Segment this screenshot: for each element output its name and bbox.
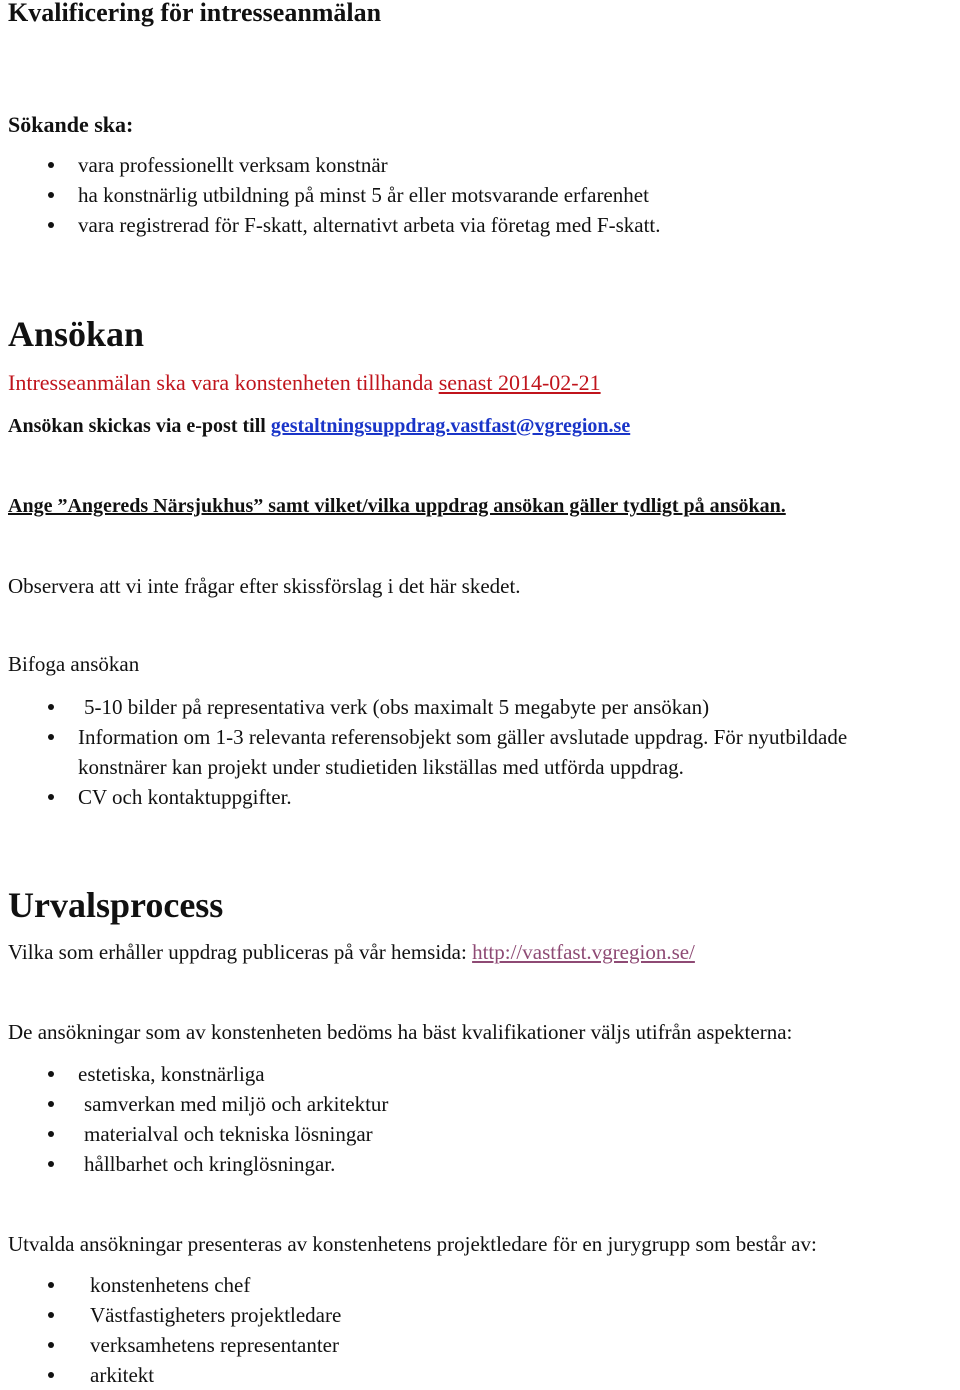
list-item: verksamhetens representanter — [0, 1330, 341, 1360]
jury-list — [0, 1270, 341, 1390]
application-note: Ange ”Angereds Närsjukhus” samt vilket/vilka uppdrag ansökan gäller tydligt på ansökan. — [8, 495, 786, 517]
list-item: CV och kontaktuppgifter. — [0, 782, 847, 812]
website-link[interactable]: http://vastfast.vgregion.se/ — [472, 940, 695, 964]
sokande-heading: Sökande ska: — [8, 112, 134, 137]
bullet-icon — [48, 1101, 54, 1107]
list-item: materialval och tekniska lösningar — [0, 1119, 388, 1149]
sokande-list — [0, 150, 661, 240]
bullet-icon — [48, 222, 54, 228]
deadline-line — [8, 370, 601, 396]
email-link[interactable]: gestaltningsuppdrag.vastfast@vgregion.se — [270, 415, 631, 437]
jury-intro: Utvalda ansökningar presenteras av konstenhetens projektledare för en jurygrupp som består av: — [8, 1232, 817, 1256]
bullet-icon — [48, 704, 54, 710]
bullet-icon — [48, 1071, 54, 1077]
criteria-list — [0, 1059, 388, 1179]
deadline-link[interactable]: senast 2014-02-21 — [438, 370, 601, 395]
list-item: arkitekt — [0, 1360, 341, 1390]
list-item: estetiska, konstnärliga — [0, 1059, 388, 1089]
email-text: Ansökan skickas via e-post till — [8, 415, 271, 437]
bullet-icon — [48, 192, 54, 198]
observe-note: Observera att vi inte frågar efter skissförslag i det här skedet. — [8, 574, 521, 598]
list-item: konstenhetens chef — [0, 1270, 341, 1300]
page-title: Kvalificering för intresseanmälan — [8, 0, 382, 27]
bullet-icon — [48, 1131, 54, 1137]
list-item: ha konstnärlig utbildning på minst 5 år eller motsvarande erfarenhet — [0, 180, 661, 210]
bullet-icon — [48, 734, 54, 740]
bullet-icon — [48, 162, 54, 168]
list-item: samverkan med miljö och arkitektur — [0, 1089, 388, 1119]
list-item: Information om 1-3 relevanta referensobjekt som gäller avslutade uppdrag. För nyutbildade konstnärer kan projekt under studietiden likställas med utförda uppdrag. — [0, 722, 847, 782]
list-item: vara professionellt verksam konstnär — [0, 150, 661, 180]
bullet-icon — [48, 794, 54, 800]
publish-text: Vilka som erhåller uppdrag publiceras på vår hemsida: — [8, 940, 473, 964]
bullet-icon — [48, 1372, 54, 1378]
bullet-icon — [48, 1161, 54, 1167]
deadline-text: Intresseanmälan ska vara konstenheten tillhanda — [8, 370, 439, 395]
attach-list — [0, 692, 847, 812]
criteria-intro: De ansökningar som av konstenheten bedöms ha bäst kvalifikationer väljs utifrån aspekterna: — [8, 1020, 793, 1044]
attach-heading: Bifoga ansökan — [8, 652, 140, 676]
list-item: 5-10 bilder på representativa verk (obs maximalt 5 megabyte per ansökan) — [0, 692, 847, 722]
ansokan-heading: Ansökan — [8, 314, 145, 354]
email-line — [8, 415, 630, 438]
publish-line — [8, 940, 695, 965]
list-item: Västfastigheters projektledare — [0, 1300, 341, 1330]
list-item: hållbarhet och kringlösningar. — [0, 1149, 388, 1179]
bullet-icon — [48, 1312, 54, 1318]
urval-heading: Urvalsprocess — [8, 885, 224, 925]
bullet-icon — [48, 1282, 54, 1288]
list-item: vara registrerad för F-skatt, alternativt arbeta via företag med F-skatt. — [0, 210, 661, 240]
bullet-icon — [48, 1342, 54, 1348]
